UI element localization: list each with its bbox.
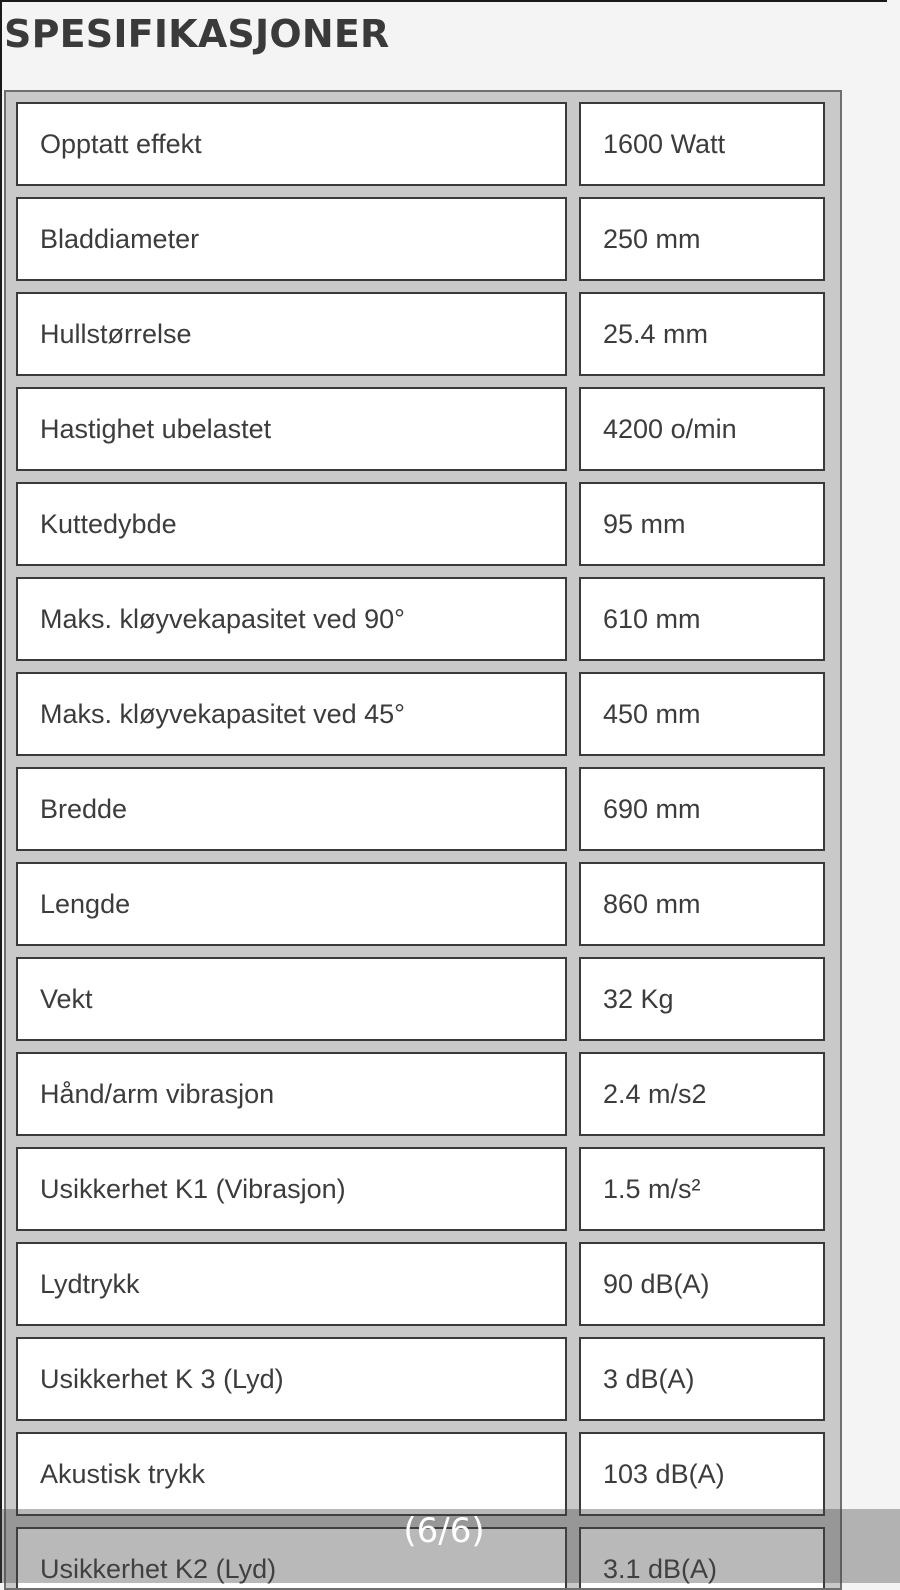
spec-value: 1.5 m/s²: [579, 1147, 825, 1231]
table-row: [16, 862, 834, 946]
spec-value: 103 dB(A): [579, 1432, 825, 1516]
spec-value: 2.4 m/s2: [579, 1052, 825, 1136]
table-row: [16, 1242, 834, 1326]
spec-label: Lydtrykk: [16, 1242, 567, 1326]
table-row: [16, 1337, 834, 1421]
table-row: [16, 197, 834, 281]
spec-value: 250 mm: [579, 197, 825, 281]
spec-label: Akustisk trykk: [16, 1432, 567, 1516]
spec-label: Usikkerhet K2 (Lyd): [16, 1527, 567, 1590]
table-row: [16, 1432, 834, 1516]
spec-table: [4, 90, 842, 1590]
spec-label: Hullstørrelse: [16, 292, 567, 376]
spec-value: 610 mm: [579, 577, 825, 661]
spec-label: Usikkerhet K1 (Vibrasjon): [16, 1147, 567, 1231]
spec-label: Vekt: [16, 957, 567, 1041]
spec-value: 32 Kg: [579, 957, 825, 1041]
spec-value: 3.1 dB(A): [579, 1527, 825, 1590]
spec-value: 4200 o/min: [579, 387, 825, 471]
table-row: [16, 957, 834, 1041]
spec-label: Lengde: [16, 862, 567, 946]
table-row: [16, 1147, 834, 1231]
spec-label: Bladdiameter: [16, 197, 567, 281]
spec-value: 690 mm: [579, 767, 825, 851]
spec-label: Hastighet ubelastet: [16, 387, 567, 471]
spec-value: 90 dB(A): [579, 1242, 825, 1326]
spec-label: Opptatt effekt: [16, 102, 567, 186]
spec-label: Usikkerhet K 3 (Lyd): [16, 1337, 567, 1421]
spec-value: 3 dB(A): [579, 1337, 825, 1421]
spec-value: 1600 Watt: [579, 102, 825, 186]
spec-value: 25.4 mm: [579, 292, 825, 376]
page-counter: (6/6): [403, 1511, 485, 1551]
table-row: [16, 577, 834, 661]
table-row: [16, 387, 834, 471]
spec-label: Hånd/arm vibrasjon: [16, 1052, 567, 1136]
spec-label: Kuttedybde: [16, 482, 567, 566]
table-row: [16, 292, 834, 376]
table-row: [16, 482, 834, 566]
page-title: SPESIFIKASJONER: [4, 12, 390, 56]
table-row: [16, 1052, 834, 1136]
table-row: [16, 102, 834, 186]
spec-value: 450 mm: [579, 672, 825, 756]
spec-value: 95 mm: [579, 482, 825, 566]
spec-label: Maks. kløyvekapasitet ved 90°: [16, 577, 567, 661]
spec-value: 860 mm: [579, 862, 825, 946]
spec-label: Bredde: [16, 767, 567, 851]
spec-label: Maks. kløyvekapasitet ved 45°: [16, 672, 567, 756]
table-row: [16, 767, 834, 851]
table-row: [16, 672, 834, 756]
